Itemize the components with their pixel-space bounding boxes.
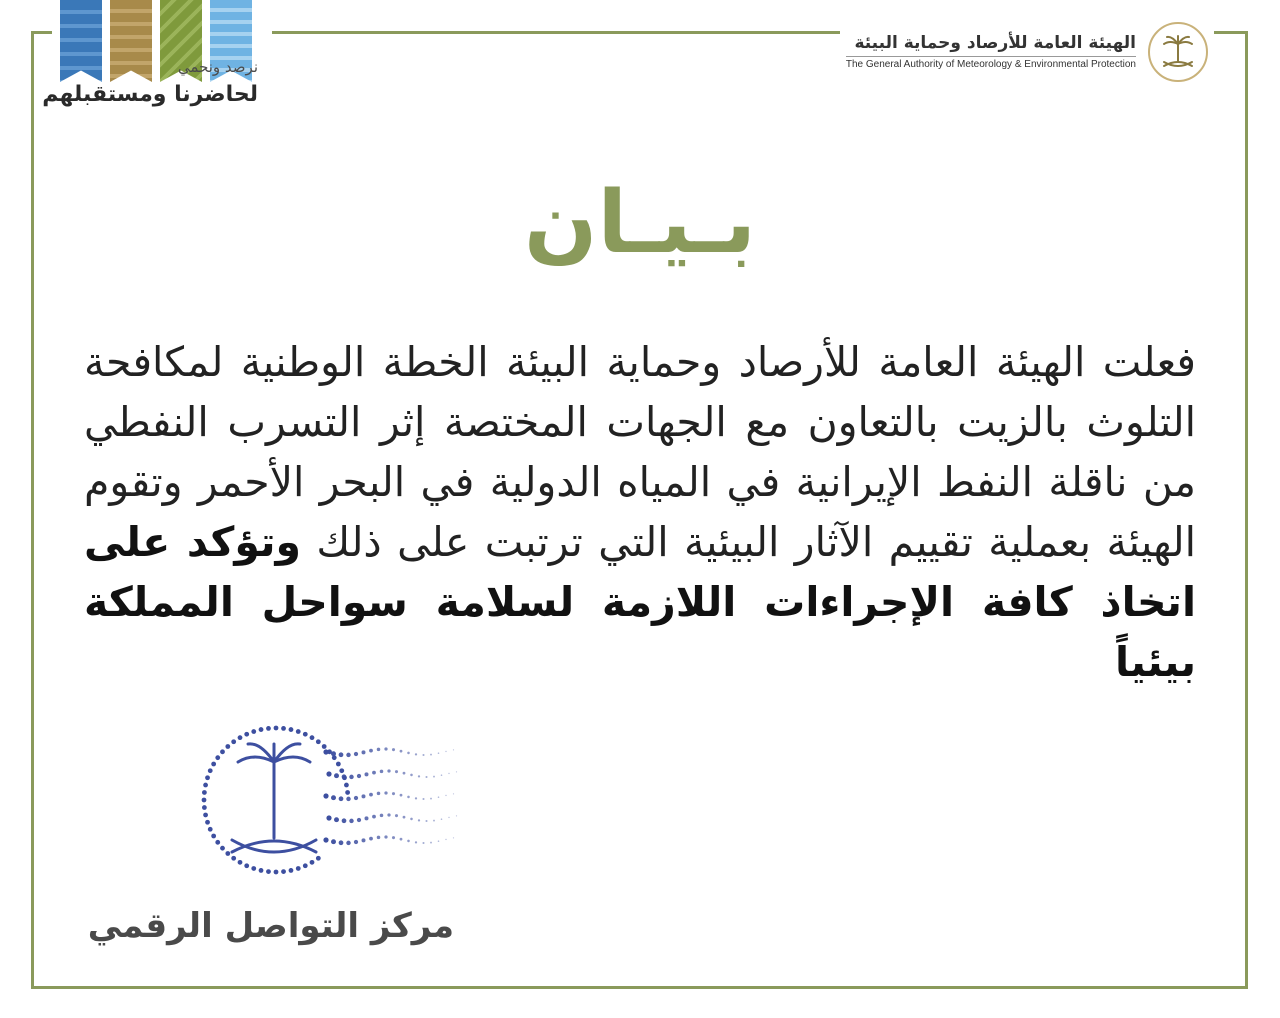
comet-trail-dot <box>387 813 390 816</box>
comet-ring-dot <box>203 783 208 788</box>
comet-ring-dot <box>281 869 286 874</box>
comet-trail-dot <box>418 819 420 821</box>
comet-trail-dot <box>369 749 373 753</box>
comet-trail-dot <box>407 752 410 755</box>
authority-name-ar: الهيئة العامة للأرصاد وحماية البيئة <box>846 32 1136 57</box>
comet-trail-dot <box>354 796 358 800</box>
comet-trail-dot <box>354 840 358 844</box>
comet-ring-dot <box>266 726 271 731</box>
comet-trail-dot <box>339 840 344 845</box>
comet-trail-dot <box>410 818 413 821</box>
comet-trail-dot <box>430 754 432 756</box>
authority-name <box>846 32 1136 73</box>
comet-trail-dot <box>403 772 406 775</box>
comet-trail-dot <box>395 814 398 817</box>
statement-body <box>84 332 1196 692</box>
comet-trail-dot <box>422 842 424 844</box>
comet-trail-dot <box>323 749 328 754</box>
comet-trail-dot <box>441 818 443 820</box>
comet-trail-dot <box>384 835 387 838</box>
comet-ring-dot <box>281 726 286 731</box>
comet-trail-dot <box>438 752 440 754</box>
comet-trail-dot <box>456 771 457 772</box>
comet-trail-dot <box>392 792 395 795</box>
comet-trail-dot <box>422 754 424 756</box>
comet-ring-dot <box>303 732 308 737</box>
comet-ring-dot <box>203 813 208 818</box>
palm-swords-emblem-icon-svg <box>1158 32 1198 72</box>
comet-trail-dot <box>392 748 395 751</box>
comet-trail-dot <box>334 817 339 822</box>
comet-trail-dot <box>362 794 366 798</box>
comet-trail-dot <box>369 793 373 797</box>
comet-ring-dot <box>225 744 230 749</box>
comet-trail-dot <box>357 774 361 778</box>
comet-trail-dot <box>346 797 350 801</box>
page-title: بـيـان <box>524 173 756 273</box>
palm-swords-comet-icon <box>196 722 466 882</box>
comet-trail-dot <box>445 751 446 752</box>
comet-ring-dot <box>244 863 249 868</box>
comet-ring-dot <box>344 783 349 788</box>
comet-trail-dot <box>392 836 395 839</box>
comet-trail-dot <box>430 842 432 844</box>
comet-ring-dot <box>238 735 243 740</box>
comet-trail-dot <box>453 837 454 838</box>
comet-trail-dot <box>331 751 336 756</box>
comet-trail-dot <box>342 818 347 823</box>
comet-ring-dot <box>202 790 207 795</box>
comet-trail-dot <box>331 839 336 844</box>
comet-trail-dot <box>346 753 350 757</box>
comet-ring-dot <box>274 726 279 731</box>
comet-trail-dot <box>380 814 384 818</box>
campaign-tagline-main: لحاضرنا ومستقبلهم <box>42 82 258 107</box>
comet-trail-dot <box>400 838 403 841</box>
comet-trail-dot <box>445 795 446 796</box>
comet-trail-dot <box>384 747 387 750</box>
comet-trail-dot <box>362 838 366 842</box>
comet-trail-dot <box>323 793 328 798</box>
campaign-tagline-small: نرصد ونحمي <box>177 58 258 76</box>
comet-trail-dot <box>407 796 410 799</box>
comet-ring-dot <box>266 869 271 874</box>
comet-trail-dot <box>410 774 413 777</box>
comet-ring-dot <box>202 805 207 810</box>
comet-trail-dot <box>365 772 369 776</box>
comet-trail-dot <box>448 773 449 774</box>
authority-logo <box>840 22 1214 82</box>
comet-ring-dot <box>215 755 220 760</box>
comet-ring-dot <box>211 762 216 767</box>
comet-trail-dot <box>331 795 336 800</box>
comet-trail-dot <box>346 841 350 845</box>
comet-ring-dot <box>251 866 256 871</box>
comet-trail-dot <box>438 840 440 842</box>
comet-trail-dot <box>415 841 417 843</box>
comet-ring-dot <box>322 744 327 749</box>
comet-ring-dot <box>205 820 210 825</box>
comet-trail-dot <box>326 771 331 776</box>
comet-ring-dot <box>316 739 321 744</box>
comet-ring-dot <box>211 834 216 839</box>
comet-ring-dot <box>310 735 315 740</box>
comet-ring-dot <box>289 727 294 732</box>
comet-trail-dot <box>438 796 440 798</box>
statement-body-bold: وتؤكد على اتخاذ كافة الإجراءات اللازمة لسلامة سواحل المملكة بيئياً <box>84 518 1196 686</box>
comet-trail-dot <box>433 776 435 778</box>
comet-ring-dot <box>220 749 225 754</box>
comet-trail-dot <box>372 771 376 775</box>
comet-ring-dot <box>251 729 256 734</box>
comet-ring-dot <box>289 868 294 873</box>
comet-ring-dot <box>316 856 321 861</box>
comet-trail-dot <box>354 752 358 756</box>
comet-trail-dot <box>422 798 424 800</box>
comet-ring-dot <box>259 727 264 732</box>
comet-trail-dot <box>323 837 328 842</box>
comet-ring-dot <box>208 768 213 773</box>
comet-trail-dot <box>377 748 381 752</box>
comet-trail-dot <box>326 815 331 820</box>
comet-trail-dot <box>365 816 369 820</box>
comet-trail-dot <box>377 836 381 840</box>
comet-trail-dot <box>403 816 406 819</box>
comet-trail-dot <box>415 797 417 799</box>
comet-ring-dot <box>202 798 207 803</box>
comet-trail-dot <box>369 837 373 841</box>
comet-ring-dot <box>231 739 236 744</box>
comet-trail-dot <box>384 791 387 794</box>
comet-trail-dot <box>400 750 403 753</box>
comet-trail-dot <box>456 815 457 816</box>
comet-trail-dot <box>425 820 427 822</box>
comet-trail-dot <box>362 750 366 754</box>
comet-ring-dot <box>336 762 341 767</box>
comet-trail-dot <box>372 815 376 819</box>
statement-body-regular: فعلت الهيئة العامة للأرصاد وحماية البيئة الخطة الوطنية لمكافحة التلوث بالزيت بالتعاون مع الجهات المختصة إثر التسرب النفطي من ناقلة النفط الإيرانية في المياه الدولية في البحر الأحمر وتقوم الهيئة بعملية تقييم الآثار البيئية التي ترتبت على ذلك <box>84 338 1196 566</box>
comet-trail-dot <box>339 796 344 801</box>
comet-trail-dot <box>339 752 344 757</box>
comet-ring-dot <box>310 860 315 865</box>
comet-ring-dot <box>274 870 279 875</box>
comet-trail-dot <box>334 773 339 778</box>
comet-ring-dot <box>259 868 264 873</box>
comet-trail-dot <box>400 794 403 797</box>
comet-ring-dot <box>225 851 230 856</box>
comet-trail-dot <box>407 840 410 843</box>
comet-ring-dot <box>244 732 249 737</box>
campaign-logo <box>42 0 272 112</box>
palm-swords-emblem-icon <box>1148 22 1208 82</box>
comet-ring-dot <box>220 846 225 851</box>
comet-trail-dot <box>387 769 390 772</box>
flag-sand-icon <box>110 0 152 82</box>
comet-trail-dot <box>349 819 353 823</box>
comet-ring-dot <box>215 840 220 845</box>
authority-name-en: The General Authority of Meteorology & Environmental Protection <box>845 58 1136 70</box>
comet-trail-dot <box>380 770 384 774</box>
comet-trail-dot <box>453 793 454 794</box>
comet-trail-dot <box>415 753 417 755</box>
comet-trail-dot <box>425 776 427 778</box>
comet-ring-dot <box>231 856 236 861</box>
comet-trail-dot <box>430 798 432 800</box>
comet-trail-dot <box>395 770 398 773</box>
comet-ring-dot <box>303 863 308 868</box>
comet-trail-dot <box>418 775 420 777</box>
comet-trail-dot <box>349 775 353 779</box>
comet-trail-dot <box>453 749 454 750</box>
flag-water-icon <box>60 0 102 82</box>
comet-ring-dot <box>345 790 350 795</box>
comet-trail-dot <box>445 839 446 840</box>
comet-trail-dot <box>377 792 381 796</box>
comet-ring-dot <box>339 768 344 773</box>
comet-ring-dot <box>296 729 301 734</box>
comet-ring-dot <box>208 827 213 832</box>
comet-trail-dot <box>357 818 361 822</box>
comet-trail-dot <box>342 774 347 779</box>
comet-ring-dot <box>296 866 301 871</box>
comet-ring-dot <box>238 860 243 865</box>
comet-trail-dot <box>441 774 443 776</box>
comet-trail-dot <box>433 820 435 822</box>
comet-ring-dot <box>205 775 210 780</box>
dcc-label: مركز التواصل الرقمي <box>87 906 454 946</box>
comet-trail-dot <box>448 817 449 818</box>
